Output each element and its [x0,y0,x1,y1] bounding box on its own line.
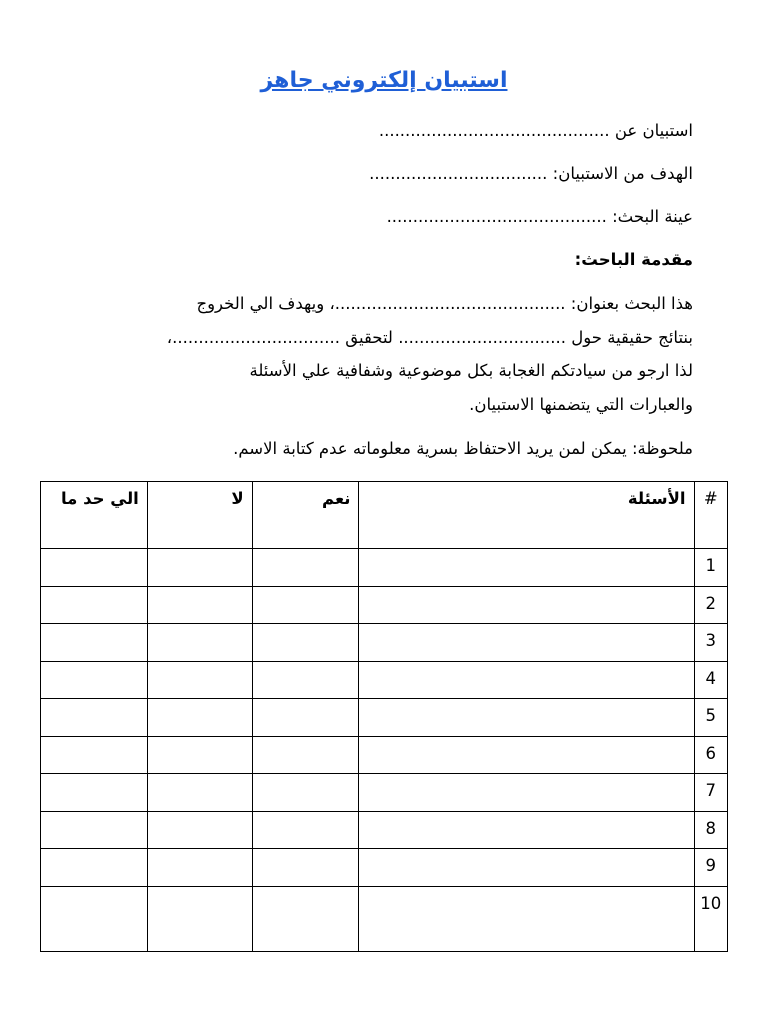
yes-answer-cell[interactable] [252,624,359,662]
somewhat-answer-cell[interactable] [41,886,148,951]
row-number: 7 [694,774,727,812]
document-title: استبيان إلكتروني جاهز [260,68,508,93]
yes-answer-cell[interactable] [252,774,359,812]
question-cell[interactable] [359,736,694,774]
yes-answer-cell[interactable] [252,699,359,737]
header-somewhat: الي حد ما [41,482,148,549]
table-header-row [41,482,728,549]
no-answer-cell[interactable] [147,624,252,662]
question-cell[interactable] [359,624,694,662]
question-cell[interactable] [359,661,694,699]
table-row [41,699,728,737]
question-cell[interactable] [359,886,694,951]
table-row [41,886,728,951]
somewhat-answer-cell[interactable] [41,661,148,699]
table-row [41,736,728,774]
somewhat-answer-cell[interactable] [41,699,148,737]
row-number: 9 [694,849,727,887]
row-number: 4 [694,661,727,699]
row-number: 6 [694,736,727,774]
somewhat-answer-cell[interactable] [41,811,148,849]
no-answer-cell[interactable] [147,811,252,849]
intro-line-3: لذا ارجو من سيادتكم الغجابة بكل موضوعية وشفافية علي الأسئلة [249,361,693,380]
table-row [41,661,728,699]
yes-answer-cell[interactable] [252,849,359,887]
somewhat-answer-cell[interactable] [41,586,148,624]
table-row [41,586,728,624]
row-number: 5 [694,699,727,737]
header-yes: نعم [252,482,359,549]
question-cell[interactable] [359,699,694,737]
header-questions: الأسئلة [359,482,694,549]
no-answer-cell[interactable] [147,549,252,587]
intro-line-1: هذا البحث بعنوان: ............................................، ويهدف الي الخروج [196,294,693,313]
question-cell[interactable] [359,549,694,587]
no-answer-cell[interactable] [147,661,252,699]
row-number: 2 [694,586,727,624]
question-cell[interactable] [359,774,694,812]
no-answer-cell[interactable] [147,886,252,951]
yes-answer-cell[interactable] [252,886,359,951]
question-cell[interactable] [359,586,694,624]
question-cell[interactable] [359,849,694,887]
somewhat-answer-cell[interactable] [41,549,148,587]
privacy-note: ملحوظة: يمكن لمن يريد الاحتفاظ بسرية معلوماته عدم كتابة الاسم. [233,439,693,458]
somewhat-answer-cell[interactable] [41,624,148,662]
table-row [41,811,728,849]
intro-paragraph [83,287,693,421]
no-answer-cell[interactable] [147,736,252,774]
yes-answer-cell[interactable] [252,811,359,849]
table-row [41,774,728,812]
no-answer-cell[interactable] [147,699,252,737]
table-row [41,549,728,587]
row-number: 8 [694,811,727,849]
survey-about-field: استبيان عن ............................................ [378,121,693,140]
row-number: 3 [694,624,727,662]
header-number: # [694,482,727,549]
table-row [41,624,728,662]
researcher-intro-heading: مقدمة الباحث: [574,250,693,269]
yes-answer-cell[interactable] [252,549,359,587]
research-sample-field: عينة البحث: .......................................... [386,207,693,226]
somewhat-answer-cell[interactable] [41,849,148,887]
question-cell[interactable] [359,811,694,849]
table-row [41,849,728,887]
intro-line-2: بنتائج حقيقية حول ................................ لتحقيق ................................، [166,327,693,347]
intro-line-4: والعبارات التي يتضمنها الاستبيان. [469,394,693,414]
yes-answer-cell[interactable] [252,586,359,624]
row-number: 1 [694,549,727,587]
header-no: لا [147,482,252,549]
no-answer-cell[interactable] [147,586,252,624]
yes-answer-cell[interactable] [252,661,359,699]
questions-table [40,481,728,952]
survey-goal-field: الهدف من الاستبيان: .................................. [369,164,693,183]
row-number: 10 [694,886,727,951]
yes-answer-cell[interactable] [252,736,359,774]
no-answer-cell[interactable] [147,849,252,887]
no-answer-cell[interactable] [147,774,252,812]
somewhat-answer-cell[interactable] [41,736,148,774]
somewhat-answer-cell[interactable] [41,774,148,812]
